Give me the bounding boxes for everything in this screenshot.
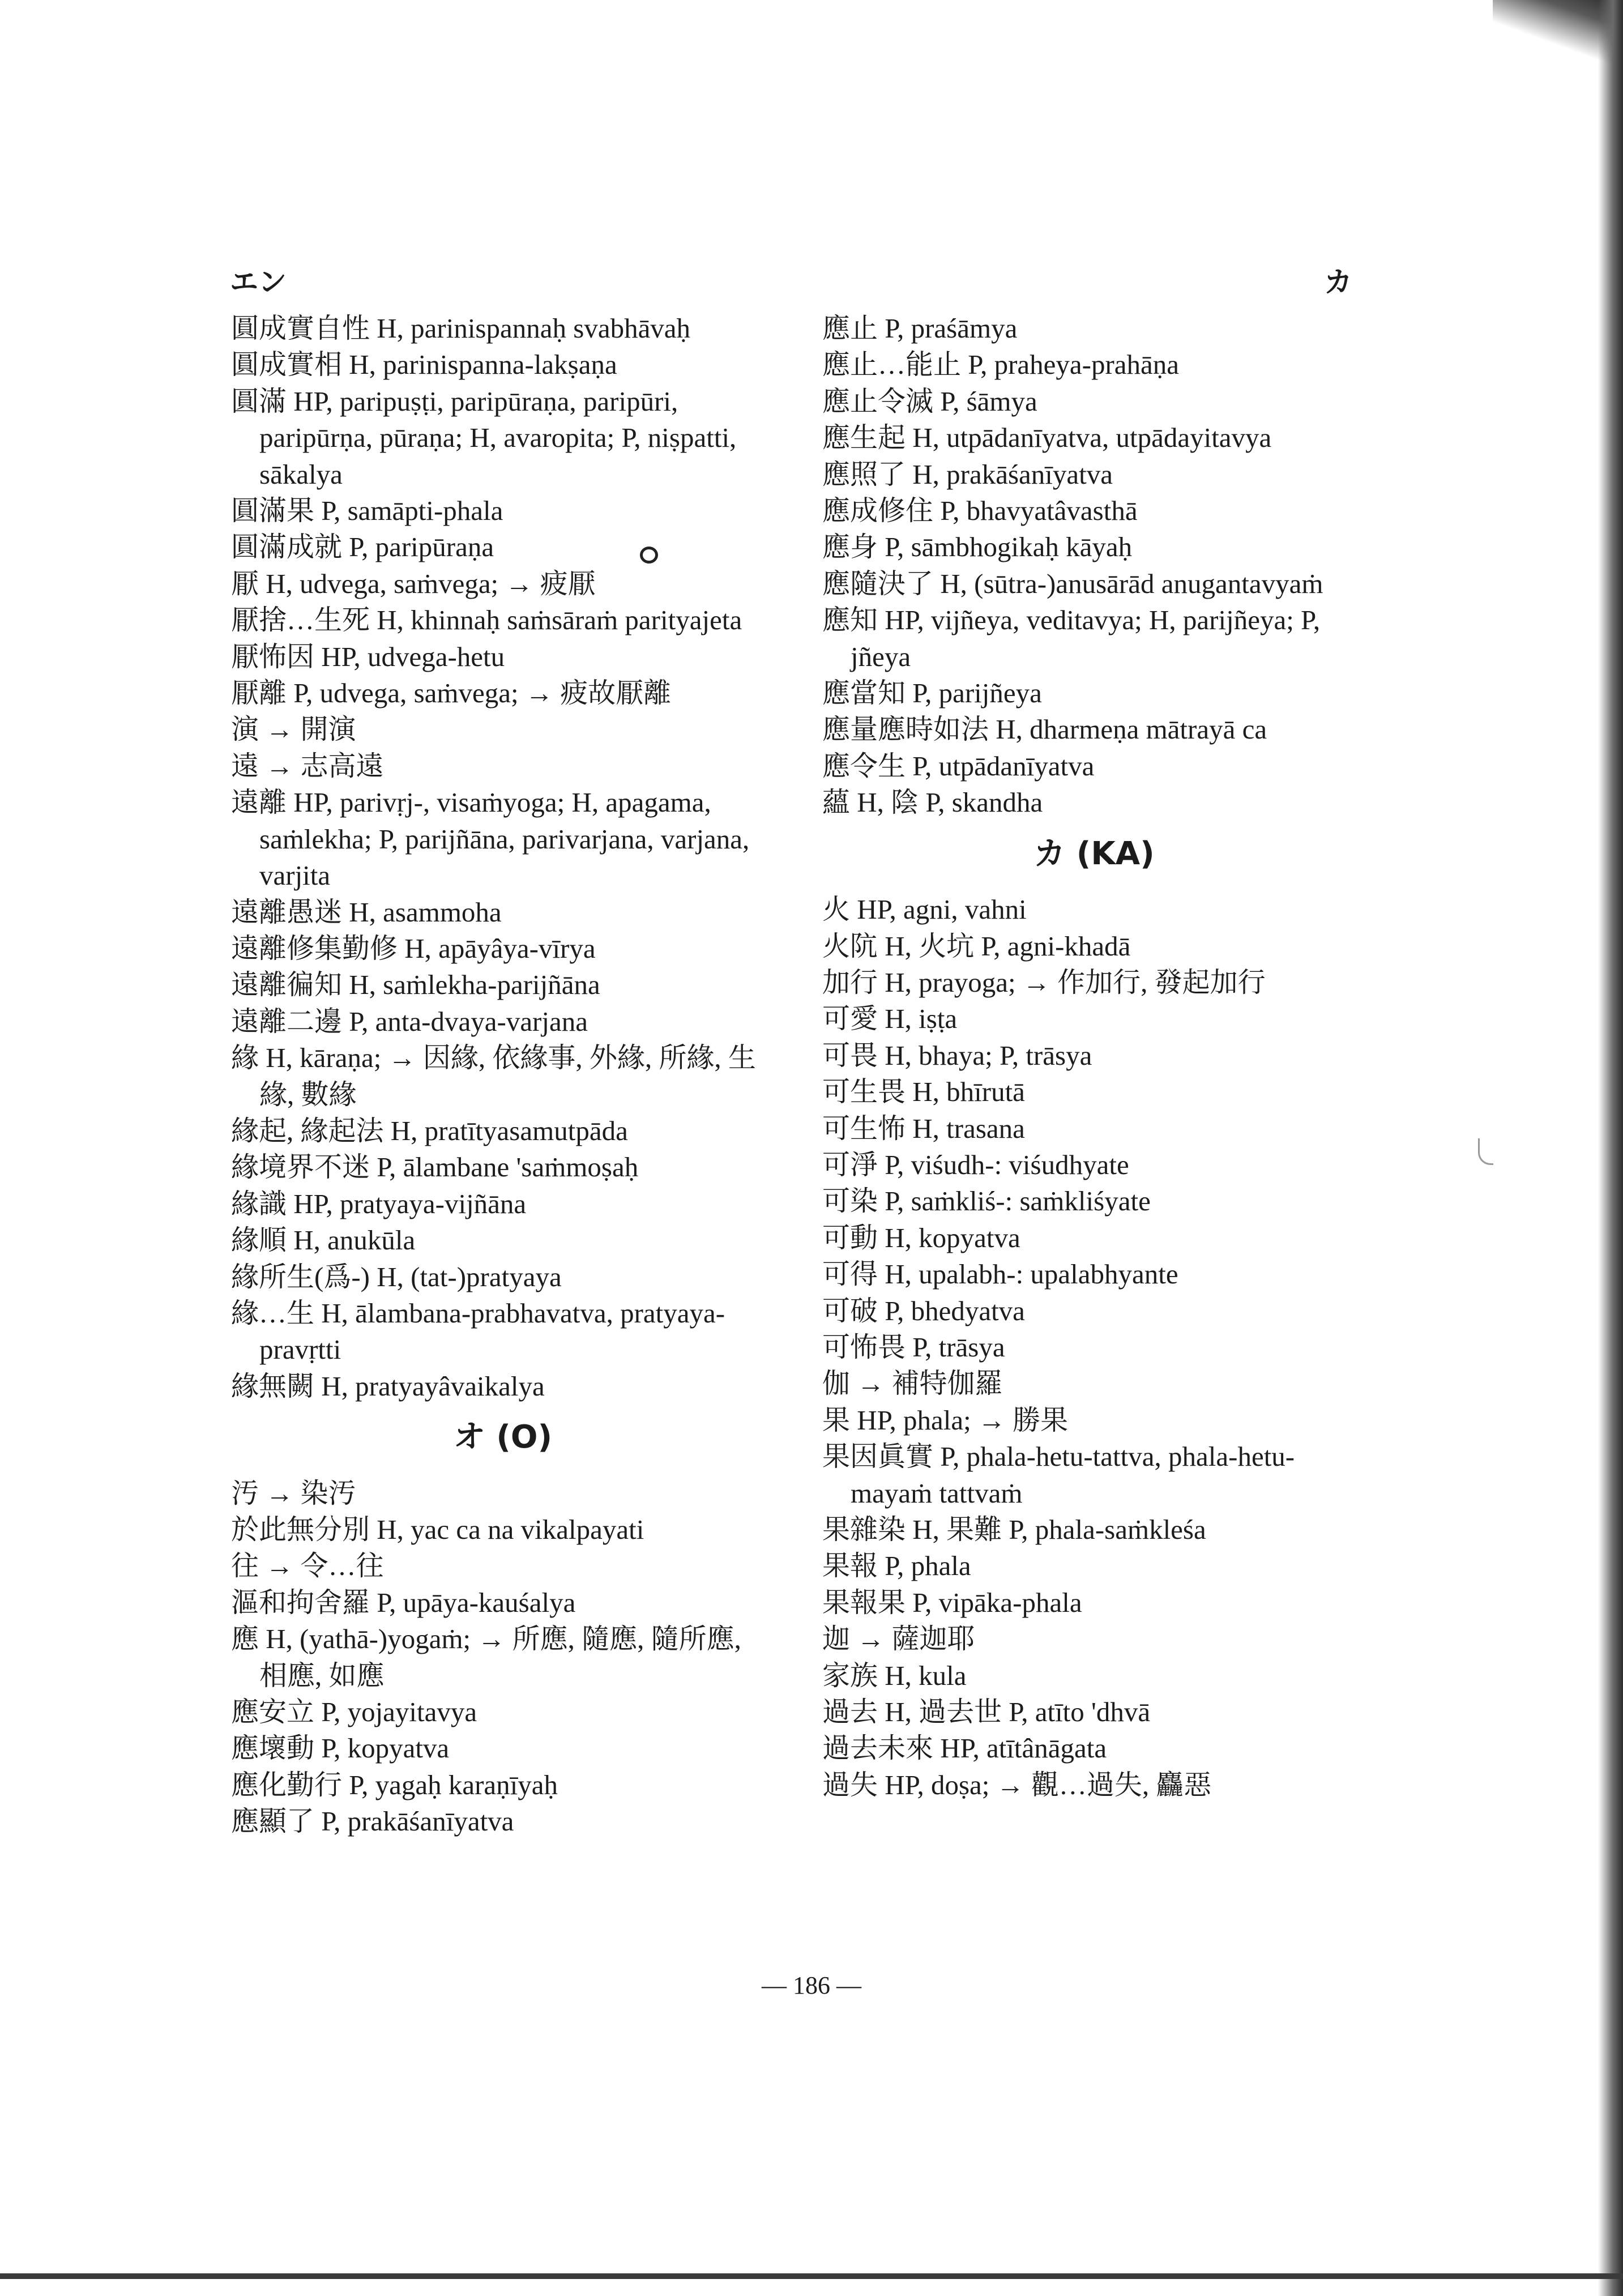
glossary-entry: 可愛 H, iṣṭa <box>822 1003 958 1035</box>
glossary-entry: 厭 H, udvega, saṁvega; → 疲厭 <box>231 567 596 599</box>
left-column <box>231 310 775 1840</box>
glossary-entry: 應生起 H, utpādanīyatva, utpādayitavya <box>822 422 1272 454</box>
section-heading: オ (O) <box>453 1419 553 1456</box>
right-column <box>822 310 1366 1803</box>
glossary-entry: 可淨 P, viśudh-: viśudhyate <box>822 1149 1129 1180</box>
glossary-entry: 可動 H, kopyatva <box>822 1222 1020 1253</box>
section-heading: カ (KA) <box>1033 835 1155 872</box>
glossary-entry: 應照了 H, prakāśanīyatva <box>822 458 1113 490</box>
glossary-entry: 應當知 P, parijñeya <box>822 677 1042 709</box>
glossary-entry: 可染 P, saṁkliś-: saṁkliśyate <box>822 1185 1151 1217</box>
glossary-entry: 應顯了 P, prakāśanīyatva <box>231 1806 514 1837</box>
glossary-entry: 加行 H, prayoga; → 作加行, 發起加行 <box>822 966 1266 998</box>
glossary-entry: 可破 P, bhedyatva <box>822 1295 1025 1326</box>
glossary-entry: 應隨決了 H, (sūtra-)anusārād anugantavyaṁ <box>822 567 1323 599</box>
glossary-entry: 厭離 P, udvega, saṁvega; → 疲故厭離 <box>231 677 672 709</box>
glossary-entry: 緣無闕 H, pratyayâvaikalya <box>231 1370 545 1402</box>
glossary-entry: 緣起, 緣起法 H, pratītyasamutpāda <box>231 1115 628 1146</box>
glossary-entry: 火 HP, agni, vahni <box>822 894 1027 925</box>
glossary-entry: 緣 H, kāraṇa; → 因緣, 依緣事, 外緣, 所緣, 生緣, 數緣 <box>231 1042 756 1110</box>
glossary-entry: 圓滿果 P, samāpti-phala <box>231 495 503 527</box>
glossary-entry: 圓成實相 H, parinispanna-lakṣaṇa <box>231 349 617 381</box>
glossary-entry: 應止…能止 P, praheya-prahāṇa <box>822 349 1180 381</box>
glossary-entry: 緣識 HP, pratyaya-vijñāna <box>231 1188 527 1219</box>
glossary-entry: 漚和拘舍羅 P, upāya-kauśalya <box>231 1586 576 1618</box>
glossary-entry: 應安立 P, yojayitavya <box>231 1696 477 1728</box>
stray-ink-mark <box>640 547 658 564</box>
glossary-entry: 迦 → 薩迦耶 <box>822 1623 975 1655</box>
glossary-entry: 圓成實自性 H, parinispannaḥ svabhāvaḥ <box>231 313 691 344</box>
page-bottom-edge <box>0 2273 1623 2279</box>
glossary-entry: 遠離徧知 H, saṁlekha-parijñāna <box>231 969 600 1001</box>
glossary-entry: 遠離 HP, parivṛj-, visaṁyoga; H, apagama, saṁlekha; P, parijñāna, parivarjana, varjana, varjita <box>231 787 750 891</box>
glossary-entry: 果 HP, phala; → 勝果 <box>822 1404 1069 1436</box>
glossary-entry: 應令生 P, utpādanīyatva <box>822 750 1095 782</box>
glossary-entry: 應止 P, praśāmya <box>822 313 1018 344</box>
glossary-entry: 應 H, (yathā-)yogaṁ; → 所應, 隨應, 隨所應, 相應, 如應 <box>231 1623 741 1691</box>
glossary-entry: 過失 HP, doṣa; → 觀…過失, 麤惡 <box>822 1769 1212 1800</box>
page-edge-shadow <box>1598 0 1623 2296</box>
glossary-entry: 緣所生(爲-) H, (tat-)pratyaya <box>231 1261 562 1292</box>
glossary-entry: 應身 P, sāmbhogikaḥ kāyaḥ <box>822 531 1133 563</box>
glossary-entry: 可得 H, upalabh-: upalabhyante <box>822 1258 1178 1290</box>
glossary-entry: 可怖畏 P, trāsya <box>822 1331 1005 1363</box>
glossary-entry: 緣境界不迷 P, ālambane 'saṁmoṣaḥ <box>231 1151 639 1183</box>
glossary-entry: 過去 H, 過去世 P, atīto 'dhvā <box>822 1696 1151 1728</box>
glossary-entry: 應成修住 P, bhavyatâvasthā <box>822 495 1138 527</box>
glossary-entry: 遠 → 志高遠 <box>231 750 384 782</box>
glossary-entry: 演 → 開演 <box>231 714 356 745</box>
glossary-entry: 厭怖因 HP, udvega-hetu <box>231 641 505 672</box>
glossary-entry: 果雜染 H, 果難 P, phala-saṁkleśa <box>822 1514 1206 1545</box>
glossary-entry: 伽 → 補特伽羅 <box>822 1368 1003 1399</box>
glossary-entry: 圓滿 HP, paripuṣṭi, paripūraṇa, paripūri, paripūrṇa, pūraṇa; H, avaropita; P, niṣpatti, sākalya <box>231 385 737 490</box>
glossary-entry: 遠離愚迷 H, asammoha <box>231 896 502 928</box>
glossary-entry: 果報果 P, vipāka-phala <box>822 1586 1082 1618</box>
glossary-entry: 家族 H, kula <box>822 1659 967 1691</box>
glossary-entry: 應量應時如法 H, dharmeṇa mātrayā ca <box>822 714 1267 745</box>
glossary-entry: 過去未來 HP, atītânāgata <box>822 1732 1107 1764</box>
glossary-entry: 往 → 令…往 <box>231 1550 384 1582</box>
glossary-entry: 於此無分別 H, yac ca na vikalpayati <box>231 1514 644 1545</box>
glossary-entry: 可畏 H, bhaya; P, trāsya <box>822 1039 1092 1071</box>
running-header-right: カ <box>1324 266 1352 298</box>
glossary-entry: 緣…生 H, ālambana-prabhavatva, pratyaya-pravṛtti <box>231 1297 725 1365</box>
glossary-entry: 果報 P, phala <box>822 1550 971 1582</box>
glossary-entry: 遠離修集勤修 H, apāyâya-vīrya <box>231 932 596 964</box>
glossary-entry: 應壞動 P, kopyatva <box>231 1732 450 1764</box>
glossary-entry: 蘊 H, 陰 P, skandha <box>822 787 1043 818</box>
glossary-entry: 緣順 H, anukūla <box>231 1224 416 1256</box>
glossary-entry: 應知 HP, vijñeya, veditavya; H, parijñeya; P, jñeya <box>822 604 1321 672</box>
running-header-left: エン <box>230 266 287 298</box>
page-number: — 186 — <box>762 1971 861 1999</box>
glossary-entry: 厭捨…生死 H, khinnaḥ saṁsāraṁ parityajeta <box>231 604 742 636</box>
glossary-entry: 遠離二邊 P, anta-dvaya-varjana <box>231 1005 588 1037</box>
glossary-entry: 圓滿成就 P, paripūraṇa <box>231 531 494 563</box>
glossary-entry: 可生畏 H, bhīrutā <box>822 1076 1025 1108</box>
glossary-entry: 果因眞實 P, phala-hetu-tattva, phala-hetu-mayaṁ tattvaṁ <box>822 1441 1295 1509</box>
margin-pencil-mark <box>1478 1138 1493 1165</box>
glossary-entry: 汚 → 染汚 <box>231 1477 356 1509</box>
glossary-entry: 可生怖 H, trasana <box>822 1112 1025 1144</box>
glossary-entry: 火阬 H, 火坑 P, agni-khadā <box>822 930 1131 962</box>
glossary-entry: 應止令滅 P, śāmya <box>822 385 1037 417</box>
glossary-entry: 應化勤行 P, yagaḥ karaṇīyaḥ <box>231 1769 558 1800</box>
